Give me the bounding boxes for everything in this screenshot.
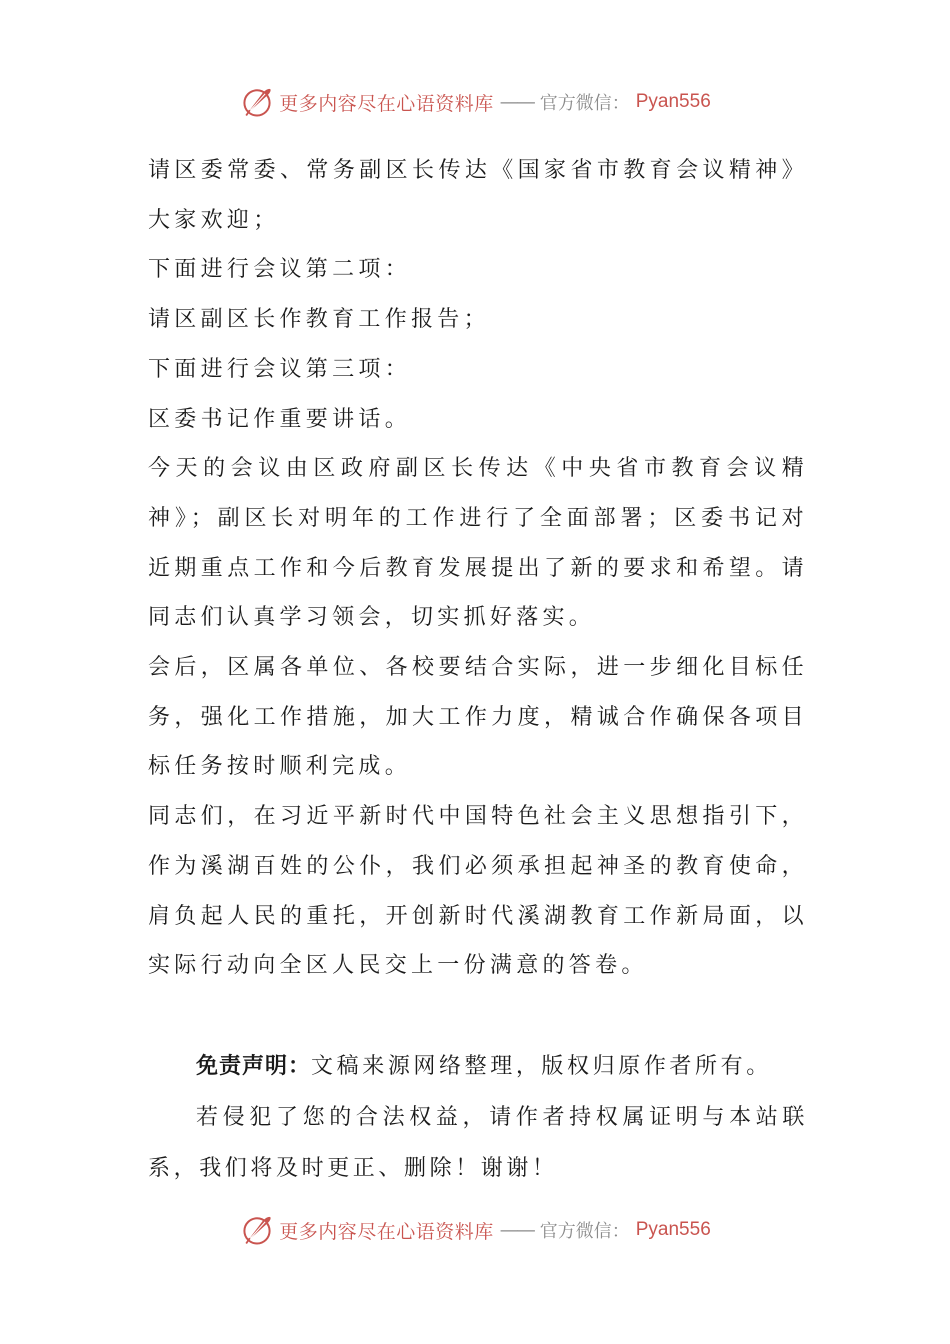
paragraph: 请区委常委、常务副区长传达《国家省市教育会议精神》大家欢迎；: [148, 158, 808, 233]
banner-main-text: 更多内容尽在心语资料库: [279, 1220, 494, 1243]
banner-wechat-account: Pyan556: [635, 91, 711, 112]
disclaimer-line-1: [148, 1041, 808, 1092]
banner: [239, 84, 711, 120]
disclaimer-label: 免责声明：: [196, 1054, 312, 1079]
paragraph: 区委书记作重要讲话。: [148, 406, 412, 432]
header-banner: [0, 80, 950, 124]
disclaimer-section: [148, 1041, 808, 1194]
paragraph: 今天的会议由区政府副区长传达《中央省市教育会议精神》；副区长对明年的工作进行了全面部署；区委书记对近期重点工作和今后教育发展提出了新的要求和希望。请同志们认真学习领会，切实抓好落实。: [148, 456, 808, 631]
banner-main-text: 更多内容尽在心语资料库: [279, 92, 494, 115]
paragraph: 下面进行会议第三项：: [148, 356, 412, 382]
quill-pen-logo-icon: [239, 84, 275, 120]
banner-wechat-account: Pyan556: [635, 1219, 711, 1240]
document-body: [148, 146, 808, 991]
banner-separator: ——: [499, 1219, 534, 1241]
quill-pen-logo-icon: [239, 1212, 275, 1248]
paragraph: 请区副区长作教育工作报告；: [148, 307, 490, 333]
disclaimer-line-2: 若侵犯了您的合法权益，请作者持权属证明与本站联系，我们将及时更正、删除！谢谢！: [148, 1105, 808, 1181]
footer-banner: [0, 1208, 950, 1252]
paragraph: 下面进行会议第二项：: [148, 257, 412, 283]
banner-separator: ——: [499, 91, 534, 113]
disclaimer-text-1: 文稿来源网络整理，版权归原作者所有。: [311, 1054, 772, 1079]
paragraph: 同志们，在习近平新时代中国特色社会主义思想指引下，作为溪湖百姓的公仆，我们必须承担起神圣的教育使命，肩负起人民的重托，开创新时代溪湖教育工作新局面，以实际行动向全区人民交上一份满意的答卷。: [148, 804, 808, 979]
banner: [239, 1212, 711, 1248]
paragraph: 会后，区属各单位、各校要结合实际，进一步细化目标任务，强化工作措施，加大工作力度，精诚合作确保各项目标任务按时顺利完成。: [148, 655, 808, 780]
banner-wechat-label: 官方微信：: [539, 93, 630, 114]
banner-wechat-label: 官方微信：: [539, 1221, 630, 1242]
